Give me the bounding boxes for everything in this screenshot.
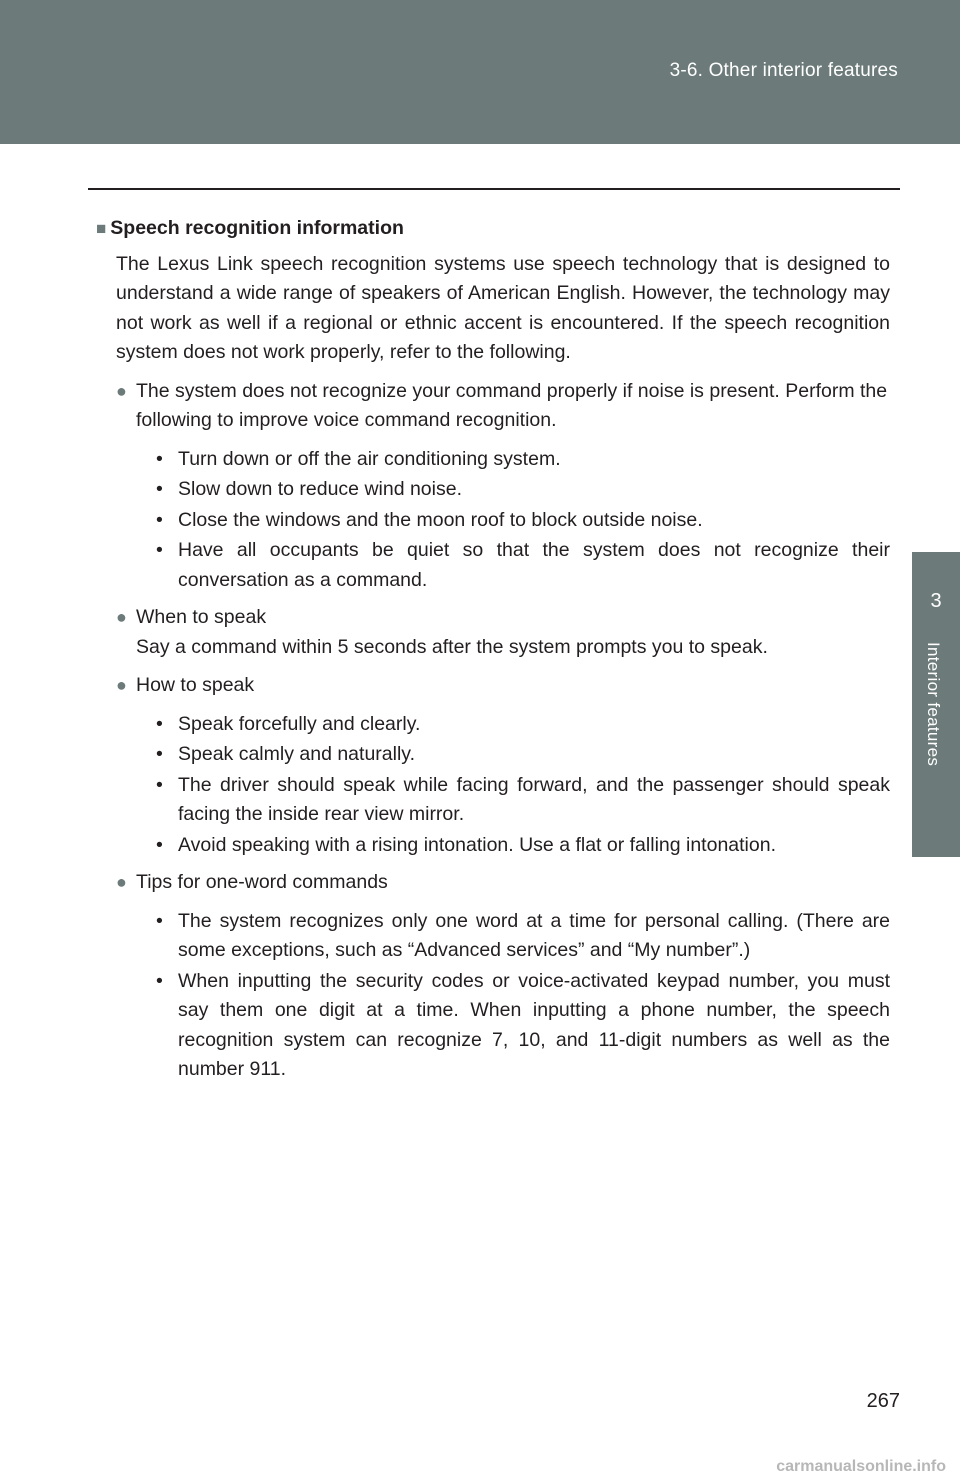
circle-bullet-icon: ● — [116, 872, 127, 892]
chapter-side-tab — [912, 552, 960, 857]
bullet-item: ● How to speak — [136, 671, 890, 701]
bullet-item: ● Tips for one-word commands — [136, 868, 890, 898]
sub-list — [156, 710, 890, 861]
sub-list — [156, 907, 890, 1085]
bullet-item: ● The system does not recognize your command properly if noise is present. Perform the following to improve voice command recognition. — [136, 377, 890, 436]
page-number: 267 — [866, 1390, 900, 1412]
page-content — [96, 214, 890, 1093]
sub-list-item: • Speak calmly and naturally. — [156, 740, 890, 770]
circle-bullet-icon: ● — [116, 607, 127, 627]
section-heading: ■ Speech recognition information — [96, 217, 404, 239]
watermark: carmanualsonline.info — [776, 1458, 946, 1475]
sub-list-item: • Turn down or off the air conditioning system. — [156, 445, 890, 475]
circle-bullet-icon: ● — [116, 675, 127, 695]
sub-list-item: • When inputting the security codes or voice-activated keypad number, you must say them one digit at a time. When inputting a phone number, the speech recognition system can recognize 7, 10, and 11-digit numbers as well as the number 911. — [156, 967, 890, 1085]
sub-list-item: • Avoid speaking with a rising intonation. Use a flat or falling intonation. — [156, 831, 890, 861]
chapter-label: Interior features — [924, 642, 943, 767]
circle-bullet-icon: ● — [116, 380, 127, 401]
square-bullet-icon: ■ — [96, 219, 107, 238]
intro-paragraph: The Lexus Link speech recognition systems use speech technology that is designed to understand a wide range of speakers of American English. However, the technology may not work as well if a regional or ethnic accent is encountered. If the speech recognition system does not work properly, refer to the following. — [116, 252, 890, 363]
sub-list-item: • Have all occupants be quiet so that the system does not recognize their conversation as a command. — [156, 536, 890, 595]
sub-list-item: • Slow down to reduce wind noise. — [156, 475, 890, 505]
sub-list-item: • The system recognizes only one word at a time for personal calling. (There are some exceptions, such as “Advanced services” and “My number”.) — [156, 907, 890, 966]
section-title: 3-6. Other interior features — [669, 60, 898, 81]
sub-list — [156, 445, 890, 596]
top-rule — [88, 188, 900, 190]
sub-list-item: • Speak forcefully and clearly. — [156, 710, 890, 740]
sub-list-item: • The driver should speak while facing forward, and the passenger should speak facing the inside rear view mirror. — [156, 771, 890, 830]
header-band — [0, 0, 960, 144]
bullet-item: ● When to speak Say a command within 5 seconds after the system prompts you to speak. — [136, 603, 890, 662]
chapter-number: 3 — [930, 590, 942, 612]
sub-list-item: • Close the windows and the moon roof to block outside noise. — [156, 506, 890, 536]
